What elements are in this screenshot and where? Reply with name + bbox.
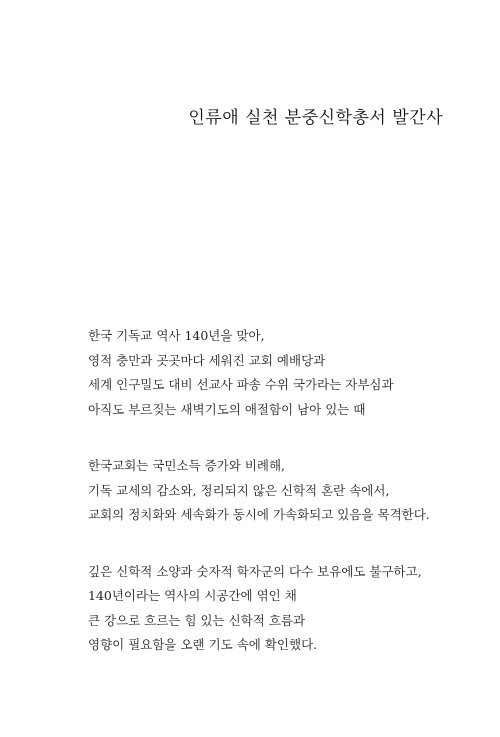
text-line: 140년이라는 역사의 시공간에 엮인 채 xyxy=(88,588,297,603)
text-line: 영향이 필요함을 오랜 기도 속에 확인했다. xyxy=(88,637,318,652)
paragraph-1 xyxy=(88,324,488,422)
text-line: 교회의 정치화와 세속화가 동시에 가속화되고 있음을 목격한다. xyxy=(88,507,430,522)
text-line: 영적 충만과 곳곳마다 세워진 교회 예배당과 xyxy=(88,352,326,368)
paragraph-2 xyxy=(88,454,488,528)
text-line: 기독 교세의 감소와, 정리되지 않은 신학적 혼란 속에서, xyxy=(88,482,390,498)
text-line: 아직도 부르짖는 새벽기도의 애절함이 남아 있는 때 xyxy=(88,401,366,417)
body-text xyxy=(88,324,488,690)
paragraph-3 xyxy=(88,560,488,658)
text-line: 한국 기독교 역사 140년을 맞아, xyxy=(88,328,265,343)
page-title: 인류애 실천 분중신학총서 발간사 xyxy=(188,108,443,128)
text-line: 한국교회는 국민소득 증가와 비례해, xyxy=(88,458,286,473)
text-line: 깊은 신학적 소양과 숫자적 학자군의 다수 보유에도 불구하고, xyxy=(88,563,422,579)
text-line: 세계 인구밀도 대비 선교사 파송 수위 국가라는 자부심과 xyxy=(88,377,394,392)
text-line: 큰 강으로 흐르는 힘 있는 신학적 흐름과 xyxy=(88,612,306,628)
